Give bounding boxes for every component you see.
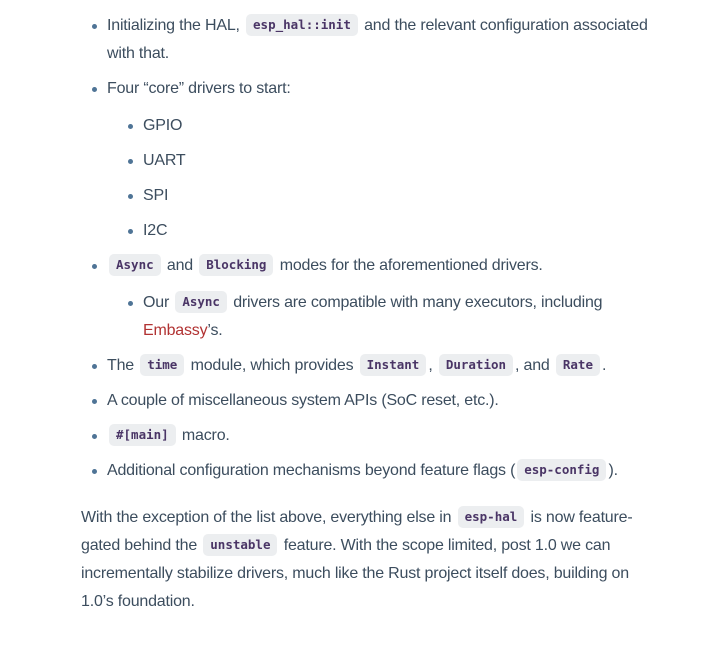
inline-code: Async — [109, 254, 161, 276]
text-run: UART — [143, 152, 186, 169]
text-run: The — [107, 357, 139, 374]
list-item — [143, 217, 655, 245]
inline-code: Async — [175, 291, 227, 313]
list-item — [107, 352, 655, 380]
inline-code: time — [140, 354, 184, 376]
text-run: modes for the aforementioned drivers. — [275, 257, 543, 274]
list-item — [143, 289, 655, 345]
text-run: module, which provides — [186, 357, 358, 374]
list-item — [143, 147, 655, 175]
inline-code: Blocking — [199, 254, 273, 276]
text-run: Four “core” drivers to start: — [107, 80, 291, 97]
inline-code: esp-config — [517, 459, 606, 481]
text-run: With the exception of the list above, everything else in — [81, 509, 456, 526]
inline-code: Rate — [556, 354, 600, 376]
text-run: Our — [143, 294, 174, 311]
inline-code: Instant — [360, 354, 427, 376]
list-item — [107, 252, 655, 345]
closing-paragraph — [81, 504, 655, 616]
inline-code: Duration — [439, 354, 513, 376]
list-item — [143, 112, 655, 140]
text-run: SPI — [143, 187, 169, 204]
text-run: , and — [515, 357, 554, 374]
inline-code: unstable — [203, 534, 277, 556]
text-run: ). — [608, 462, 618, 479]
list-item — [107, 387, 655, 415]
bullet-list — [81, 12, 655, 485]
list-item — [107, 422, 655, 450]
text-run: drivers are compatible with many executors, including — [228, 294, 603, 311]
text-run: and the relevant configuration associated with that. — [107, 17, 648, 62]
text-run: feature. With the scope limited, post 1.0 we can incrementally stabilize drivers, much like the Rust project itself does, building on 1.0’s foundation. — [81, 537, 629, 610]
text-run: I2C — [143, 222, 168, 239]
text-run: is now feature-gated behind the — [81, 509, 633, 554]
list-item — [107, 12, 655, 68]
text-run: Initializing the HAL, — [107, 17, 245, 34]
text-run: and — [162, 257, 198, 274]
nested-bullet-list — [107, 289, 655, 345]
list-item — [107, 75, 655, 245]
inline-code: #[main] — [109, 424, 176, 446]
nested-bullet-list — [107, 112, 655, 245]
text-run: macro. — [177, 427, 230, 444]
text-run: Additional configuration mechanisms beyond feature flags ( — [107, 462, 516, 479]
text-run: ’s. — [207, 322, 223, 339]
list-item — [107, 457, 655, 485]
article-content — [81, 5, 655, 616]
list-item — [143, 182, 655, 210]
bullet-list-mount — [81, 12, 655, 485]
text-run: GPIO — [143, 117, 183, 134]
inline-code: esp-hal — [458, 506, 525, 528]
inline-code: esp_hal::init — [246, 14, 358, 36]
text-run: A couple of miscellaneous system APIs (SoC reset, etc.). — [107, 392, 499, 409]
text-run: . — [601, 357, 607, 374]
embassy-link[interactable]: Embassy — [143, 322, 208, 339]
text-run: , — [428, 357, 437, 374]
